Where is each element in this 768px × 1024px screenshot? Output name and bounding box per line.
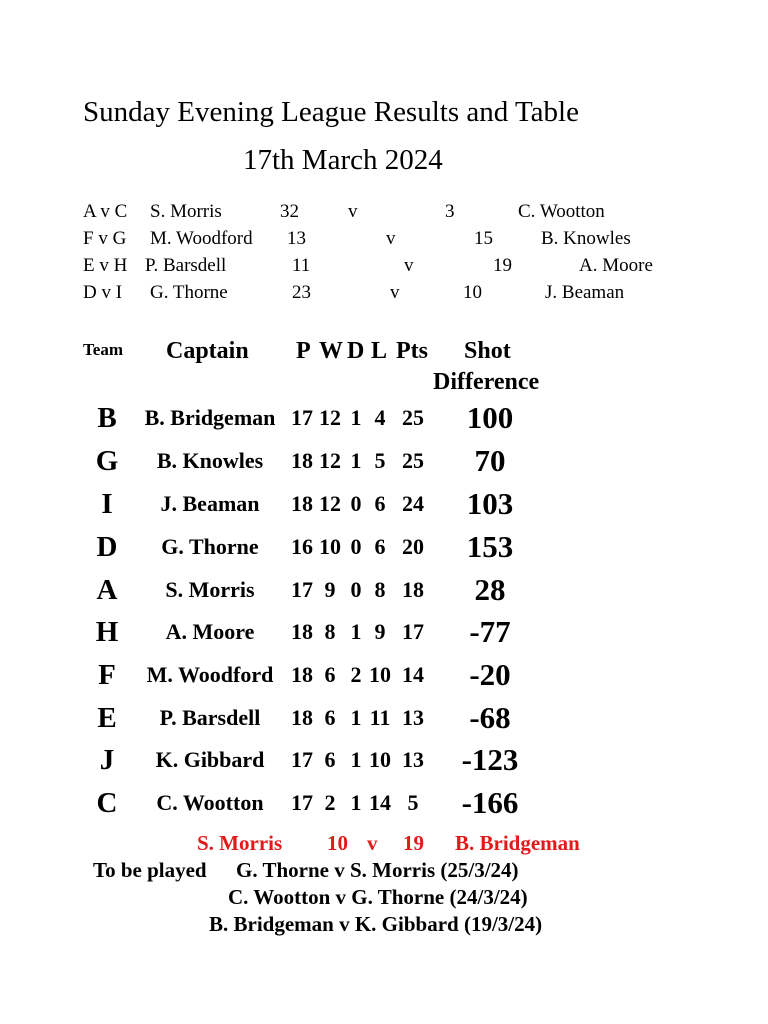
row-shot-difference: -77 (469, 614, 511, 649)
result-home-score: 32 (280, 201, 299, 222)
row-shot-difference: -20 (469, 657, 511, 692)
row-l: 5 (374, 448, 386, 473)
row-shot-difference: 70 (474, 443, 506, 478)
row-p: 18 (291, 619, 313, 644)
row-team: G (95, 445, 119, 477)
row-captain: M. Woodford (146, 662, 274, 687)
row-d: 0 (350, 534, 362, 559)
result-home-score: 11 (292, 255, 311, 276)
row-d: 0 (350, 491, 362, 516)
row-pts: 25 (402, 448, 424, 473)
fixture-item: C. Wootton v G. Thorne (24/3/24) (228, 885, 528, 909)
row-captain: B. Bridgeman (144, 405, 276, 430)
result-v: v (386, 228, 396, 249)
row-w: 6 (324, 662, 336, 687)
row-team: I (101, 488, 113, 520)
row-d: 0 (350, 577, 362, 602)
row-l: 6 (374, 534, 386, 559)
result-home-score: 23 (292, 282, 311, 303)
row-pts: 25 (402, 405, 424, 430)
result-away-score: 3 (445, 201, 455, 222)
row-team: D (96, 531, 118, 563)
row-d: 1 (350, 705, 362, 730)
row-shot-difference: -166 (461, 785, 519, 820)
row-w: 8 (324, 619, 336, 644)
header-d: D (347, 338, 365, 364)
highlight-v: v (367, 831, 378, 855)
page-date: 17th March 2024 (243, 144, 443, 176)
result-away-score: 10 (463, 282, 482, 303)
row-w: 6 (324, 747, 336, 772)
result-match: E v H (83, 255, 128, 276)
result-home: G. Thorne (150, 282, 228, 303)
header-captain: Captain (166, 338, 249, 364)
row-pts: 18 (402, 577, 424, 602)
row-p: 18 (291, 705, 313, 730)
header-p: P (296, 338, 311, 364)
highlight-home-score: 10 (327, 831, 348, 855)
result-match: A v C (83, 201, 128, 222)
row-captain: S. Morris (165, 577, 255, 602)
row-captain: C. Wootton (156, 790, 264, 815)
row-team: B (97, 402, 117, 434)
row-w: 6 (324, 705, 336, 730)
highlight-home: S. Morris (197, 831, 283, 855)
header-pts: Pts (396, 338, 428, 364)
result-away: J. Beaman (545, 282, 625, 303)
result-away: B. Knowles (541, 228, 631, 249)
result-away: C. Wootton (518, 201, 605, 222)
row-p: 17 (291, 577, 313, 602)
row-l: 8 (374, 577, 386, 602)
row-w: 12 (319, 491, 341, 516)
row-captain: P. Barsdell (159, 705, 261, 730)
header-team: Team (83, 340, 123, 359)
row-pts: 24 (402, 491, 424, 516)
row-pts: 13 (402, 705, 424, 730)
result-v: v (348, 201, 358, 222)
row-team: J (99, 744, 115, 776)
row-team: H (95, 616, 119, 648)
row-pts: 13 (402, 747, 424, 772)
row-d: 1 (350, 790, 362, 815)
row-pts: 20 (402, 534, 424, 559)
page-title: Sunday Evening League Results and Table (83, 96, 579, 128)
row-captain: G. Thorne (161, 534, 259, 559)
row-shot-difference: -68 (469, 700, 511, 735)
row-shot-difference: 103 (466, 486, 514, 521)
row-p: 17 (291, 405, 313, 430)
fixture-item: G. Thorne v S. Morris (25/3/24) (236, 858, 519, 882)
result-home: M. Woodford (150, 228, 253, 249)
row-team: F (98, 659, 116, 691)
row-w: 12 (319, 405, 341, 430)
row-p: 18 (291, 662, 313, 687)
result-home: P. Barsdell (145, 255, 227, 276)
row-d: 1 (350, 448, 362, 473)
row-p: 18 (291, 448, 313, 473)
row-team: E (97, 702, 117, 734)
row-l: 14 (369, 790, 391, 815)
row-w: 9 (324, 577, 336, 602)
row-pts: 14 (402, 662, 424, 687)
row-shot-difference: 153 (466, 529, 514, 564)
row-shot-difference: -123 (461, 742, 519, 777)
result-match: D v I (83, 282, 123, 303)
row-w: 10 (319, 534, 341, 559)
row-captain: J. Beaman (160, 491, 260, 516)
row-p: 16 (291, 534, 313, 559)
row-w: 2 (324, 790, 336, 815)
row-l: 4 (374, 405, 386, 430)
row-w: 12 (319, 448, 341, 473)
row-shot-difference: 28 (474, 572, 506, 607)
result-home: S. Morris (150, 201, 222, 222)
result-away-score: 15 (474, 228, 493, 249)
row-p: 17 (291, 790, 313, 815)
row-l: 10 (369, 662, 391, 687)
result-match: F v G (83, 228, 127, 249)
row-d: 1 (350, 619, 362, 644)
row-l: 10 (369, 747, 391, 772)
fixtures-label: To be played (93, 858, 207, 882)
highlight-away: B. Bridgeman (455, 831, 580, 855)
row-d: 2 (350, 662, 362, 687)
header-shot: Shot (464, 338, 511, 364)
result-away: A. Moore (579, 255, 653, 276)
header-l: L (371, 338, 388, 364)
row-pts: 5 (407, 790, 419, 815)
row-l: 11 (369, 705, 391, 730)
row-l: 6 (374, 491, 386, 516)
row-pts: 17 (402, 619, 424, 644)
row-d: 1 (350, 405, 362, 430)
row-p: 17 (291, 747, 313, 772)
result-home-score: 13 (287, 228, 306, 249)
row-captain: K. Gibbard (155, 747, 265, 772)
fixture-item: B. Bridgeman v K. Gibbard (19/3/24) (209, 912, 543, 936)
row-p: 18 (291, 491, 313, 516)
highlight-away-score: 19 (403, 831, 424, 855)
row-team: C (96, 787, 118, 819)
header-w: W (319, 338, 343, 364)
result-v: v (404, 255, 414, 276)
row-captain: A. Moore (165, 619, 255, 644)
row-shot-difference: 100 (466, 400, 514, 435)
result-v: v (390, 282, 400, 303)
header-difference: Difference (433, 369, 540, 395)
result-away-score: 19 (493, 255, 512, 276)
row-captain: B. Knowles (156, 448, 264, 473)
row-l: 9 (374, 619, 386, 644)
row-d: 1 (350, 747, 362, 772)
row-team: A (96, 574, 118, 606)
